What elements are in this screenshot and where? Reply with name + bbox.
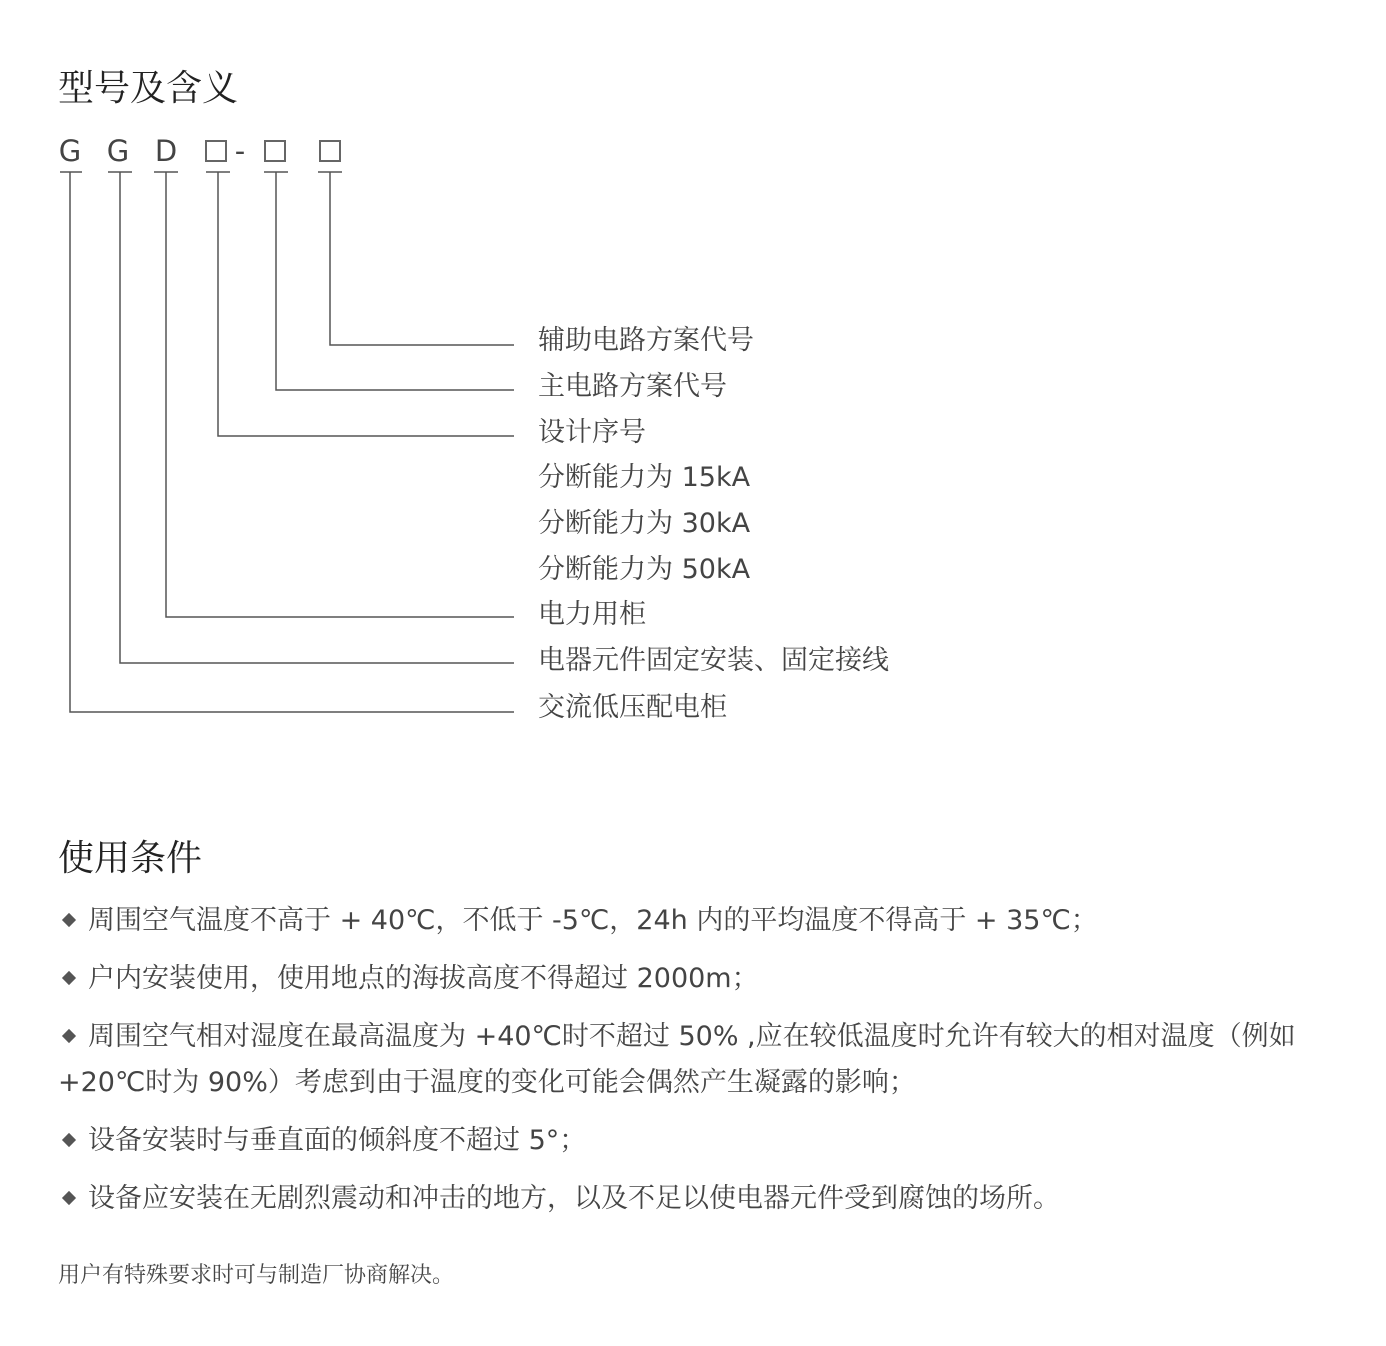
label-ac-lv-cabinet: 交流低压配电柜 [538,692,727,723]
condition-text: 户内安装使用，使用地点的海拔高度不得超过 2000m； [88,963,759,994]
diamond-bullet-icon [62,1132,76,1146]
label-design-number: 设计序号 [538,417,646,448]
connector-main-circuit [276,172,514,390]
condition-item [58,1014,1328,1106]
connector-aux-circuit [330,172,514,345]
condition-item [58,1176,1328,1222]
special-requirements-note: 用户有特殊要求时可与制造厂协商解决。 [58,1263,455,1288]
code-letter-g2: G [106,134,130,168]
condition-text: 设备应安装在无剧烈震动和冲击的地方，以及不足以使电器元件受到腐蚀的场所。 [88,1183,1060,1214]
label-power-cabinet: 电力用柜 [538,599,646,630]
model-section-title: 型号及含义 [58,68,239,109]
diamond-bullet-icon [62,1190,76,1204]
condition-item [58,1118,1328,1164]
label-breaking-15ka: 分断能力为 15kA [538,462,751,493]
label-fixed-installation: 电器元件固定安装、固定接线 [538,645,889,676]
conditions-list [58,898,1328,1234]
connector-g1 [70,172,514,712]
label-aux-circuit: 辅助电路方案代号 [538,325,754,356]
condition-text: 周围空气相对湿度在最高温度为 +40℃时不超过 50% ,应在较低温度时允许有较大的相对温度（例如 +20℃时为 90%）考虑到由于温度的变化可能会偶然产生凝露的影响； [58,1021,1296,1098]
code-letter-g1: G [58,134,82,168]
condition-text: 设备安装时与垂直面的倾斜度不超过 5°； [88,1125,587,1156]
connector-g2 [120,172,514,663]
diamond-bullet-icon [62,912,76,926]
code-letter-d: D [154,134,178,168]
condition-text: 周围空气温度不高于 + 40℃，不低于 -5℃，24h 内的平均温度不得高于 + 35℃； [88,905,1098,936]
conditions-section-title: 使用条件 [58,838,203,879]
code-separator: - [234,134,246,168]
diamond-bullet-icon [62,970,76,984]
condition-item [58,956,1328,1002]
condition-item [58,898,1328,944]
label-main-circuit: 主电路方案代号 [538,371,727,402]
label-breaking-50ka: 分断能力为 50kA [538,554,751,585]
connector-design-number [218,172,514,436]
label-breaking-30ka: 分断能力为 30kA [538,508,751,539]
diamond-bullet-icon [62,1028,76,1042]
